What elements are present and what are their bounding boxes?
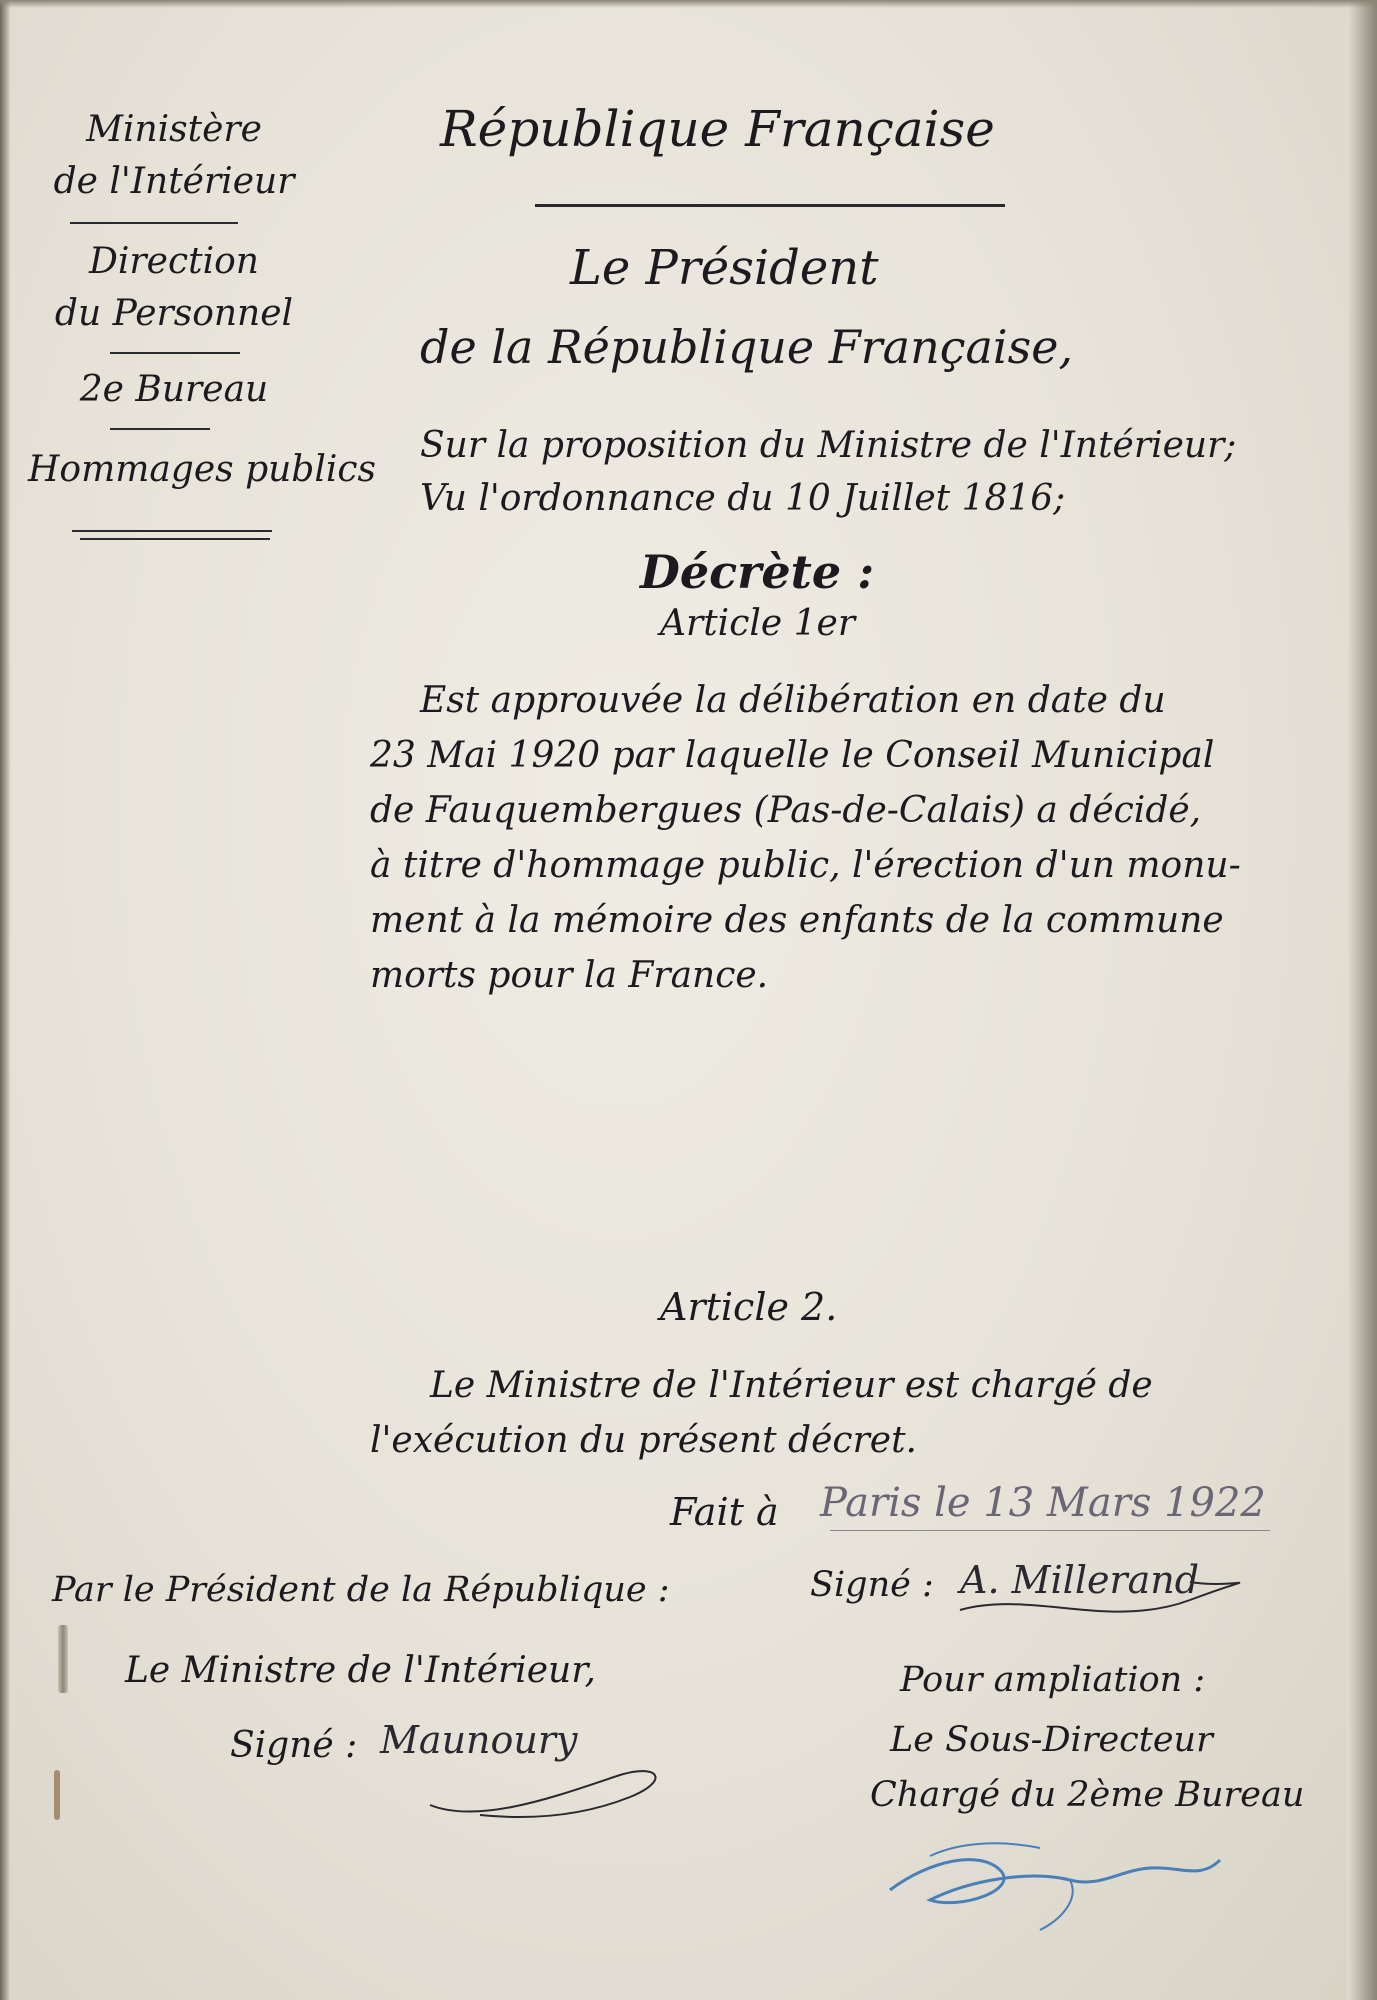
article1-heading: Article 1er — [660, 603, 856, 644]
article1-line: à titre d'hommage public, l'érection d'un monu- — [370, 845, 1241, 886]
sous-directeur-label: Le Sous-Directeur — [890, 1720, 1213, 1760]
ministry-line1: Ministère — [86, 109, 262, 150]
article2-line: Le Ministre de l'Intérieur est chargé de — [430, 1365, 1153, 1406]
article2-line: l'exécution du présent décret. — [370, 1420, 917, 1461]
visa-line2: Vu l'ordonnance du 10 Juillet 1816; — [420, 478, 1066, 519]
page-edge-right — [1347, 0, 1377, 2000]
by-president-label: Par le Président de la République : — [52, 1570, 670, 1610]
signature-maunoury: Maunoury — [380, 1718, 578, 1762]
staple-mark — [58, 1625, 68, 1693]
signature-maunoury-flourish — [420, 1735, 680, 1835]
signed-label-right: Signé : — [810, 1565, 934, 1605]
subject-label: Hommages publics — [28, 449, 377, 490]
page-edge-top — [0, 0, 1377, 8]
header-double-rule-b — [80, 538, 270, 540]
article2-heading: Article 2. — [660, 1285, 838, 1329]
signature-millerand: A. Millerand — [960, 1558, 1200, 1602]
done-at-label: Fait à — [670, 1490, 779, 1534]
minister-label: Le Ministre de l'Intérieur, — [125, 1650, 596, 1691]
page-edge-left — [0, 0, 10, 2000]
article1-line: morts pour la France. — [370, 955, 769, 996]
article1-line: Est approuvée la délibération en date du — [420, 680, 1166, 721]
rust-mark — [54, 1770, 60, 1820]
ministry-line2: de l'Intérieur — [53, 161, 295, 202]
direction-line1: Direction — [89, 241, 259, 282]
header-rule-1 — [70, 222, 238, 224]
place-date-line — [830, 1530, 1270, 1531]
direction-line2: du Personnel — [54, 293, 294, 334]
bureau-label: 2e Bureau — [79, 369, 269, 410]
header-double-rule-a — [72, 530, 272, 532]
charge-label: Chargé du 2ème Bureau — [870, 1775, 1305, 1815]
header-rule-2 — [110, 352, 240, 354]
ampliation-label: Pour ampliation : — [900, 1660, 1206, 1700]
visa-line1: Sur la proposition du Ministre de l'Intérieur; — [420, 425, 1237, 466]
place-date-pencil: Paris le 13 Mars 1922 — [820, 1480, 1266, 1526]
signature-millerand-flourish — [950, 1570, 1250, 1630]
article1-line: de Fauquembergues (Pas-de-Calais) a décidé, — [370, 790, 1202, 831]
title-underline — [535, 204, 1005, 207]
decrete-heading: Décrète : — [640, 545, 875, 599]
president-line1: Le Président — [570, 240, 879, 296]
blue-ink-signature — [870, 1820, 1250, 1940]
article1-line: ment à la mémoire des enfants de la commune — [370, 900, 1224, 941]
article1-line: 23 Mai 1920 par laquelle le Conseil Municipal — [370, 735, 1215, 776]
page-title: République Française — [440, 100, 995, 158]
signed-label-left: Signé : — [230, 1725, 358, 1766]
president-line2: de la République Française, — [420, 320, 1074, 374]
header-rule-3 — [110, 428, 210, 430]
